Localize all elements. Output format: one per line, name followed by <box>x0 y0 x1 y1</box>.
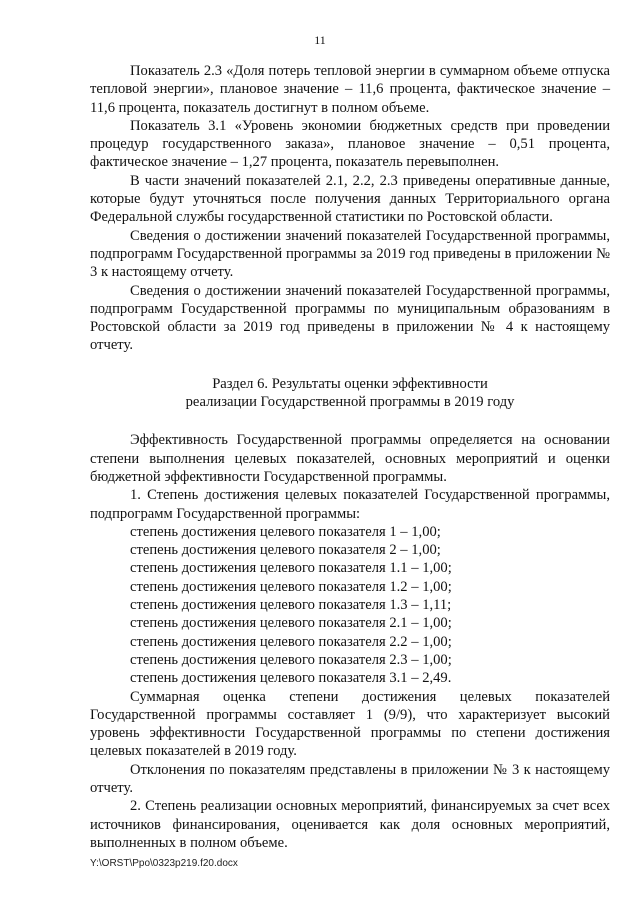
paragraph: Показатель 2.3 «Доля потерь тепловой энергии в суммарном объеме отпуска тепловой энергии», плановое значение – 11,6 процента, фактическое значение – 11,6 процента, показатель достигнут в полном объеме. <box>90 63 610 116</box>
list-item: степень достижения целевого показателя 2 – 1,00; <box>130 542 441 559</box>
list-item: степень достижения целевого показателя 1.1 – 1,00; <box>130 560 452 577</box>
list-item: степень достижения целевого показателя 2.1 – 1,00; <box>130 615 452 632</box>
paragraph: 2. Степень реализации основных мероприятий, финансируемых за счет всех источников финансирования, оценивается как доля основных мероприятий, выполненных в полном объеме. <box>90 798 610 851</box>
footer-file-path: Y:\ORST\Ppo\0323p219.f20.docx <box>90 858 238 869</box>
list-item: степень достижения целевого показателя 2.2 – 1,00; <box>130 633 452 650</box>
section-heading-line1: Раздел 6. Результаты оценки эффективности <box>212 375 488 392</box>
section-heading <box>90 375 610 412</box>
paragraph: Суммарная оценка степени достижения целевых показателей Государственной программы составляет 1 (9/9), что характеризует высокий уровень эффективности Государственной программы по степени достижения целевых показателей в 2019 году. <box>90 688 610 760</box>
document-body <box>90 62 610 852</box>
section-heading-line2: реализации Государственной программы в 2019 году <box>185 394 515 411</box>
paragraph: В части значений показателей 2.1, 2.2, 2.3 приведены оперативные данные, которые будут уточняться после получения данных Территориального органа Федеральной службы государственной статистики по Ростовской области. <box>90 172 610 226</box>
list-item: степень достижения целевого показателя 2.3 – 1,00; <box>130 651 452 668</box>
paragraph: Отклонения по показателям представлены в приложении № 3 к настоящему отчету. <box>90 761 610 796</box>
paragraph: Эффективность Государственной программы определяется на основании степени выполнения целевых показателей, основных мероприятий и оценки бюджетной эффективности Государственной программы. <box>90 432 610 485</box>
paragraph: Показатель 3.1 «Уровень экономии бюджетных средств при проведении процедур государственного заказа», плановое значение – 0,51 процента, фактическое значение – 1,27 процента, показатель перевыполнен. <box>90 117 610 171</box>
paragraph: Сведения о достижении значений показателей Государственной программы, подпрограмм Государственной программы за 2019 год приведены в приложении № 3 к настоящему отчету. <box>90 227 610 281</box>
indicator-list <box>90 523 610 688</box>
list-item: степень достижения целевого показателя 1 – 1,00; <box>130 523 441 540</box>
list-item: степень достижения целевого показателя 3.1 – 2,49. <box>130 670 452 687</box>
list-item: степень достижения целевого показателя 1.3 – 1,11; <box>130 597 452 614</box>
paragraph: 1. Степень достижения целевых показателей Государственной программы, подпрограмм Государственной программы: <box>90 487 610 522</box>
paragraph: Сведения о достижении значений показателей Государственной программы, подпрограмм Государственной программы по муниципальным образованиям в Ростовской области за 2019 год приведены в приложении № 4 к настоящему отчету. <box>90 282 610 354</box>
page-number: 11 <box>314 33 326 47</box>
list-item: степень достижения целевого показателя 1.2 – 1,00; <box>130 578 452 595</box>
